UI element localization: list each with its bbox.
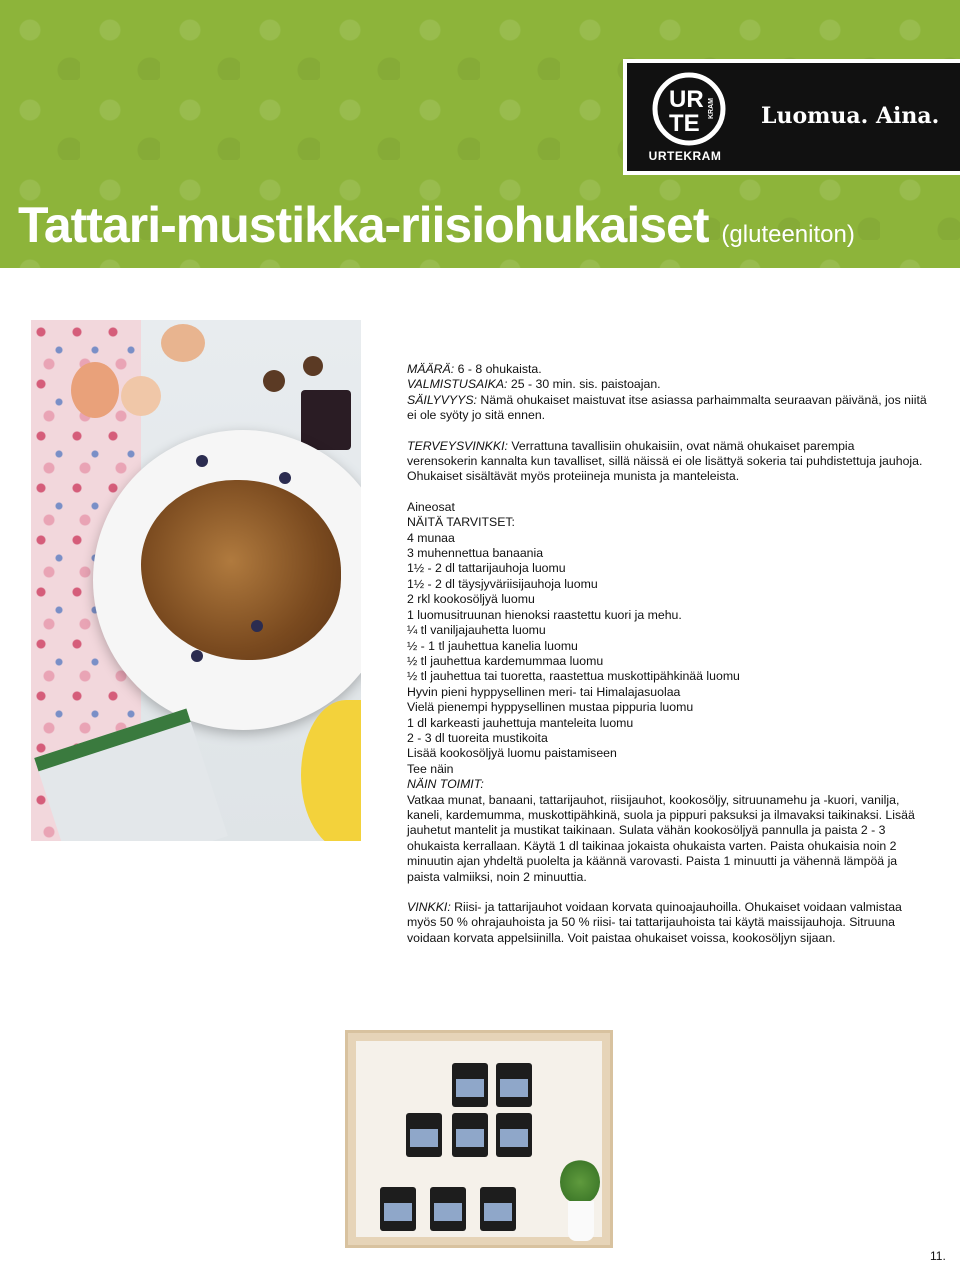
method-heading: NÄIN TOIMIT:	[407, 777, 484, 792]
recipe-title-suffix: (gluteeniton)	[721, 221, 855, 248]
page-title	[18, 196, 855, 254]
logo-text-te: TE	[669, 110, 700, 137]
spice-jar	[496, 1113, 532, 1157]
page-number: 11.	[930, 1249, 946, 1263]
shelf-back	[356, 1041, 602, 1237]
blueberry	[279, 472, 291, 484]
ingredient-item: Lisää kookosöljyä luomu paistamiseen	[407, 746, 617, 761]
health-tip-label: TERVEYSVINKKI:	[407, 438, 508, 453]
method-intro: Tee näin	[407, 761, 454, 776]
ingredient-item: 1½ - 2 dl tattarijauhoja luomu	[407, 561, 566, 576]
servings-value: 6 - 8 ohukaista.	[454, 362, 542, 376]
spice-shelf-photo	[345, 1030, 613, 1248]
banana	[301, 700, 361, 841]
spice-jar	[380, 1187, 416, 1231]
storage-label: SÄILYVYYS:	[407, 392, 477, 407]
ingredient-item: ½ tl jauhettua kardemummaa luomu	[407, 653, 604, 668]
plant-leaves	[560, 1159, 600, 1205]
recipe-title: Tattari-mustikka-riisiohukaiset	[18, 197, 709, 253]
brand-logo	[623, 59, 960, 175]
storage-value: Nämä ohukaiset maistuvat itse asiassa parhaimmalta seuraavan päivänä, jos niitä ei ole syöty jo sitä ennen.	[407, 392, 927, 423]
logo-text-ur: UR	[669, 86, 704, 113]
health-tip	[407, 439, 927, 485]
blueberry	[251, 620, 263, 632]
ingredient-item: 1½ - 2 dl täysjyväriisijauhoja luomu	[407, 576, 598, 591]
recipe-text	[407, 362, 927, 946]
tip-label: VINKKI:	[407, 900, 451, 914]
spice-jar	[452, 1063, 488, 1107]
tip-text: Riisi- ja tattarijauhot voidaan korvata quinoajauhoilla. Ohukaiset voidaan valmistaa myös 50 % ohrajauhoista ja 50 % riisi- tai tattarijauhoista tai käytä maissijauhoja. Sitruuna voidaan korvata appelsiinilla. Voit paistaa ohukaiset voissa, kookosöljyn sijaan.	[407, 900, 902, 945]
header-banner	[0, 0, 960, 268]
spice-jar	[406, 1113, 442, 1157]
blueberry	[196, 455, 208, 467]
prep-time-value: 25 - 30 min. sis. paistoajan.	[507, 377, 661, 392]
spice-jar	[480, 1187, 516, 1231]
ingredient-item: ¼ tl vaniljajauhetta luomu	[407, 623, 546, 638]
ingredients-heading: Aineosat	[407, 499, 455, 514]
nutmeg	[263, 370, 285, 392]
ingredient-item: 1 luomusitruunan hienoksi raastettu kuori ja mehu.	[407, 607, 682, 622]
health-tip-text: Verrattuna tavallisiin ohukaisiin, ovat nämä ohukaiset parempia verensokerin kannalta kun tavalliset, sillä näissä ei ole lisättyä sokeria tai puhdistettuja jauhoja. Ohukaiset sisältävät myös proteiineja munista ja manteleista.	[407, 438, 923, 484]
prep-time-label: VALMISTUSAIKA:	[407, 377, 508, 392]
ingredient-item: ½ tl jauhettua tai tuoretta, raastettua muskottipähkinää luomu	[407, 669, 740, 684]
spice-jar	[301, 390, 351, 450]
prep-time-line	[407, 377, 927, 392]
egg	[71, 362, 119, 418]
spice-jar	[452, 1113, 488, 1157]
ingredient-item: 3 muhennettua banaania	[407, 546, 544, 561]
plant-pot	[568, 1201, 594, 1241]
spice-jar	[496, 1063, 532, 1107]
egg-shell-half	[121, 376, 161, 416]
tip-paragraph	[407, 900, 927, 946]
ingredient-item: 2 rkl kookosöljyä luomu	[407, 592, 535, 607]
ingredient-item: 4 munaa	[407, 530, 455, 545]
storage-line	[407, 393, 927, 424]
ingredient-item: 1 dl karkeasti jauhettuja manteleita luomu	[407, 715, 634, 730]
logo-background	[627, 63, 960, 171]
servings-line	[407, 362, 927, 377]
nutmeg	[303, 356, 323, 376]
ingredients-subheading: NÄITÄ TARVITSET:	[407, 515, 515, 530]
spice-jar	[430, 1187, 466, 1231]
egg-shell	[161, 324, 205, 362]
recipe-photo	[31, 320, 361, 841]
ingredient-item: ½ - 1 tl jauhettua kanelia luomu	[407, 638, 578, 653]
blueberry	[191, 650, 203, 662]
servings-label: MÄÄRÄ:	[407, 362, 455, 376]
logo-tagline: Luomua. Aina.	[761, 103, 940, 129]
ingredient-item: 2 - 3 dl tuoreita mustikoita	[407, 730, 548, 745]
logo-text-kram: KRAM	[708, 98, 715, 119]
method-text: Vatkaa munat, banaani, tattarijauhot, riisijauhot, kookosöljy, sitruunamehu ja -kuori, vanilja, kaneli, kardemumma, muskottipähkinä, suola ja pippuri paksuksi ja ilmavaksi taikinaksi. Lisää jauhetut mantelit ja mustikat taikinaan. Sulata vähän kookosöljyä pannulla ja paista 2 - 3 ohukaista kerrallaan. Käytä 1 dl taikinaa jokaista ohukaista varten. Paista ohukaisia noin 2 minuutin ajan yhdeltä puolelta ja käännä varovasti. Paista 1 minuutti ja vähennä lämpöä ja paista valmiiksi, noin 2 minuuttia.	[407, 792, 915, 884]
ingredient-item: Vielä pienempi hyppysellinen mustaa pippuria luomu	[407, 700, 694, 715]
logo-brand-name: URTEKRAM	[648, 149, 722, 163]
ingredient-item: Hyvin pieni hyppysellinen meri- tai Himalajasuolaa	[407, 684, 681, 699]
